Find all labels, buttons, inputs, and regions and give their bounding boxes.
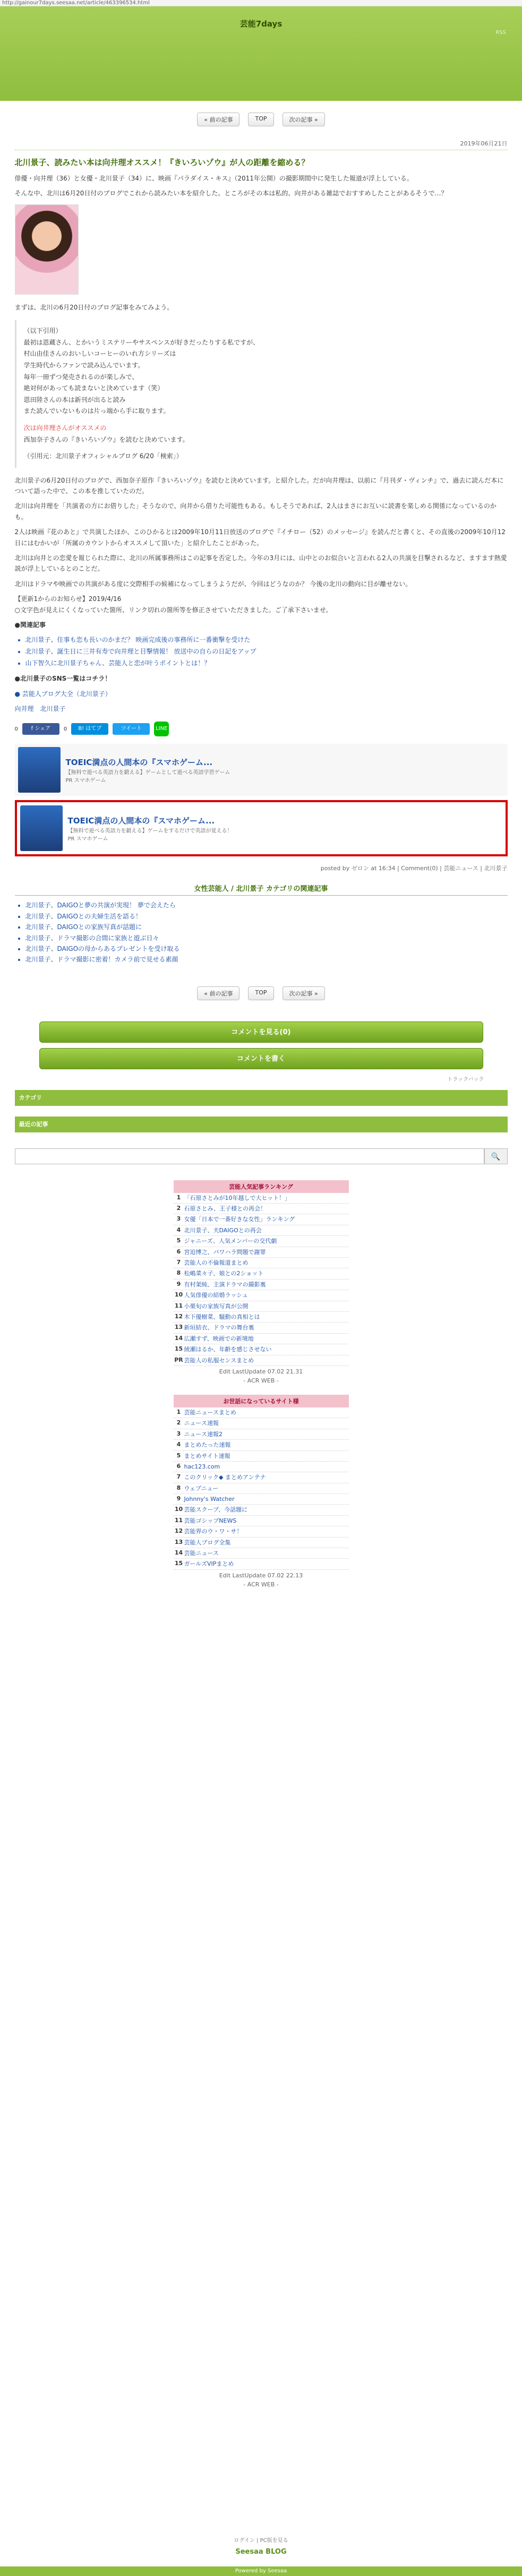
ranking-row[interactable]: 14 広瀬すず、映画での新境地	[174, 1334, 349, 1344]
ranking-row[interactable]: 15 綾瀬はるか、年齢を感じさせない	[174, 1344, 349, 1355]
article-lead: 俳優・向井理（36）と女優・北川景子（34）に、映画『パラダイス・キス』（2011年公開）の撮影期間中に発生した報道が浮上している。	[14, 175, 413, 182]
related-label: ●関連記事	[14, 621, 46, 629]
site-row[interactable]: 2 ニュース速報	[174, 1418, 349, 1429]
seesaa-logo[interactable]: Seesaa BLOG	[235, 2548, 287, 2556]
ranking-widget	[174, 1180, 349, 1384]
ranking-row[interactable]: 2 石原さとみ、王子様との再会！	[174, 1204, 349, 1214]
trackback-link[interactable]: トラックバック	[447, 1076, 484, 1083]
ranking-row[interactable]: 6 宮迫博之、パワハラ問題で謝罪	[174, 1247, 349, 1258]
site-row[interactable]: 6 hac123.com	[174, 1462, 349, 1472]
top-button[interactable]: TOP	[248, 113, 273, 126]
site-row[interactable]: 13 芸能人ブログ全集	[174, 1538, 349, 1548]
article-nav-top	[15, 113, 508, 126]
site-row[interactable]: 4 まとめたった速報	[174, 1440, 349, 1450]
ad-description: 【無料で遊べる英語力を鍛える】ゲームとして遊べる英語学習ゲーム	[65, 769, 230, 776]
main-content	[15, 113, 508, 1588]
ranking-link[interactable]: ● 芸能人ブログ大全（北川景子）	[14, 690, 112, 698]
site-row[interactable]: 7 このクリック◆ まとめアンテナ	[174, 1472, 349, 1483]
site-row[interactable]: 14 芸能ニュース	[174, 1548, 349, 1559]
powered-by: Powered by Seesaa	[0, 2566, 522, 2576]
hatena-count: 0	[63, 726, 67, 732]
hatena-bookmark-button[interactable]: B! はてブ	[71, 723, 108, 735]
article-paragraph: 北川景子の6月20日付のブログで、西加奈子原作『きいろいゾウ』を読むと決めています。と紹介した。だが向井理は、以前に『月刊ダ・ヴィンチ』で、過去に読んだ本について語った中で、この本を推していたのだ。	[14, 476, 504, 495]
site-row[interactable]: 9 Johnny's Watcher	[174, 1494, 349, 1505]
related-category-item[interactable]: • 北川景子、DAIGOの母からあるプレゼントを受け取る	[25, 943, 508, 954]
quote-source: （引用元：北川景子オフィシャルブログ 6/20「検索」）	[23, 452, 183, 460]
ad-banner-highlighted[interactable]	[15, 800, 508, 856]
update-title: 【更新1からのお知らせ】2019/4/16	[14, 595, 122, 603]
site-row[interactable]: 11 芸能ゴシップNEWS	[174, 1516, 349, 1526]
article-paragraph: 北川はドラマや映画での共演がある度に交際相手の候補になってしまうようだが、今回はどうなのか？ 今後の北川の動向に目が離せない。	[14, 580, 412, 588]
quote-line: 村山由佳さんのおいしいコーヒーのいれ方シリーズは	[23, 350, 176, 358]
search-icon[interactable]: 🔍	[484, 1148, 508, 1164]
sns-label: ●北川景子のSNS一覧はコチラ！	[14, 675, 112, 683]
view-comments-button[interactable]: コメントを見る(0)	[39, 1021, 483, 1043]
ad-banner[interactable]	[15, 744, 508, 796]
ranking-acr[interactable]: - ACR WEB -	[243, 1377, 279, 1384]
recent-articles-bar[interactable]: 最近の記事	[15, 1117, 508, 1132]
article-paragraph: 2人は映画『花のあと』で共演したほか、このひかるとは2009年10月11日放送のブログで『イチロー（52）のメッセージ』を読んだと書くと、その直後の2009年10月12日にはむかいが「所属のカウントからオススメして頂いた」と紹介したことがあった。	[14, 528, 506, 547]
related-category-item[interactable]: • 北川景子、DAIGOと夢の共演が実現！ 夢で会えたら	[25, 900, 508, 911]
ad-thumbnail	[18, 747, 61, 793]
related-category-item[interactable]: • 北川景子、ドラマ撮影の合間に家族と遊ぶ日々	[25, 933, 508, 943]
site-row[interactable]: 10 芸能スクープ、今話題に	[174, 1505, 349, 1515]
related-link[interactable]: • 北川景子、住事も恋も長いのかまだ？ 映画完成後の事務所に一番衝撃を受けた	[25, 634, 508, 646]
social-buttons	[15, 722, 508, 736]
article-paragraph: 北川は向井理を「共演者の方にお借りした」そうなので、向井から借りた可能性もある。もしそうであれば、2人はまさにお互いに読書を楽しめる関係になっているのかも。	[14, 502, 497, 521]
related-category-item[interactable]: • 北川景子、ドラマ撮影に密着！カメラ前で見せる素顔	[25, 954, 508, 965]
category-bar[interactable]: カテゴリ	[15, 1090, 508, 1106]
rss-link[interactable]: RSS	[495, 30, 506, 36]
quote-highlight: 西加奈子さんの『きいろいゾウ』を読むと決めています。	[23, 435, 189, 443]
ranking-row[interactable]: 3 女優「日本で一番好きな女性」ランキング	[174, 1214, 349, 1225]
related-link[interactable]: • 北川景子、誕生日に三井有寿で向井理と目撃情報！ 放送中の自らの日記をアップ	[25, 646, 508, 658]
ranking-row[interactable]: 7 芸能人の不倫報道まとめ	[174, 1258, 349, 1268]
site-row[interactable]: 12 芸能界のウ・ワ・サ！	[174, 1526, 349, 1537]
ranking-footer: Edit LastUpdate 07.02 21.31	[219, 1368, 303, 1375]
ranking-row[interactable]: 13 新垣結衣、ドラマの舞台裏	[174, 1323, 349, 1333]
blog-quote	[15, 320, 508, 468]
page-url: http://gainour7days.seesaa.net/article/463396534.html	[2, 0, 150, 6]
site-row[interactable]: 15 ガールズVIPまとめ	[174, 1559, 349, 1569]
write-comment-button[interactable]: コメントを書く	[39, 1048, 483, 1069]
sites-widget	[174, 1395, 349, 1588]
related-link[interactable]: • 山下智久に北川景子ちゃん、芸能人と恋が叶うポイントとは！？	[25, 658, 508, 669]
twitter-tweet-button[interactable]: ツイート	[113, 723, 150, 735]
related-category-item[interactable]: • 北川景子、DAIGOとの家族写真が話題に	[25, 922, 508, 932]
prev-article-button[interactable]: « 前の記事	[197, 986, 239, 1000]
quote-line: 絶対何があっても読まないと決めています（笑）	[23, 384, 164, 392]
sites-acr[interactable]: - ACR WEB -	[243, 1581, 279, 1588]
ad-source: PR スマホゲーム	[65, 777, 106, 784]
next-article-button[interactable]: 次の記事 »	[283, 986, 325, 1000]
line-share-button[interactable]: LINE	[154, 722, 169, 736]
article-date: 2019年06月21日	[15, 137, 508, 150]
site-header	[0, 6, 522, 101]
login-link[interactable]: ログイン | PC版を見る	[234, 2538, 288, 2544]
article-title: 北川景子、読みたい本は向井理オススメ！『きいろいゾウ』が人の距離を縮める？	[14, 158, 310, 167]
site-row[interactable]: 3 ニュース速報2	[174, 1429, 349, 1440]
quote-line: 毎年一冊ずつ発売されるのが楽しみで、	[23, 373, 139, 381]
quote-line: 学生時代からファンで読み込んでいます。	[23, 361, 144, 369]
ranking-row[interactable]: 9 有村架純、主演ドラマの撮影裏	[174, 1280, 349, 1290]
quote-line: 恩田陸さんの本は新刊が出ると読み	[23, 396, 126, 403]
browser-url-bar	[0, 0, 522, 6]
site-row[interactable]: 8 ウェブニュー	[174, 1483, 349, 1494]
related-category-item[interactable]: • 北川景子、DAIGOとの夫婦生活を語る！	[25, 911, 508, 922]
article-paragraph: 北川は向井との恋愛を報じられた際に、北川の所属事務所はこの記事を否定した。今年の3月には、山中とのお似合いと言われる2人の共演を目撃されるなど、ますます熱愛説が浮上しているとのことだ。	[14, 554, 507, 573]
ad-description: 【無料で遊べる英語力を鍛える】ゲームをするだけで英語が覚える！	[67, 828, 233, 834]
site-row[interactable]: 5 まとめサイト速報	[174, 1451, 349, 1462]
update-note	[15, 594, 508, 615]
ranking-row[interactable]: 5 ジャニーズ、人気メンバーの交代劇	[174, 1236, 349, 1247]
ranking-row[interactable]: 12 木下優樹菜、騒動の真相とは	[174, 1312, 349, 1323]
ad-title[interactable]: TOEIC満点の人間本の『スマホゲーム...	[65, 757, 213, 767]
article-photo	[15, 204, 79, 295]
article-nav-bottom	[15, 986, 508, 1000]
ranking-title: 芸能人気記事ランキング	[174, 1180, 349, 1193]
quote-line: （以下引用）	[23, 327, 62, 335]
related-category-list	[25, 900, 508, 965]
update-text: ○文字色が見えにくくなっていた箇所、リンク切れの箇所等を修正させていただきました。ご了承下さいませ。	[14, 606, 332, 614]
ad-source: PR スマホゲーム	[67, 836, 108, 842]
quote-highlight: 次は向井理さんがオススメの	[23, 424, 107, 432]
ad-thumbnail	[20, 805, 63, 851]
ranking-row[interactable]: 10 人気俳優の結婚ラッシュ	[174, 1290, 349, 1301]
facebook-count: 0	[14, 726, 18, 732]
article-paragraph: まずは、北川の6月20日付のブログ記事をみてみよう。	[14, 303, 174, 311]
ranking-row[interactable]: 4 北川景子、夫DAIGOとの再会	[174, 1225, 349, 1236]
ranking-row[interactable]: 1 「石原さとみが10年越しで大ヒット！」	[174, 1193, 349, 1204]
search-form	[15, 1148, 508, 1164]
related-links	[25, 634, 508, 669]
related-category-title: 女性芸能人 / 北川景子 カテゴリの関連記事	[15, 883, 508, 896]
top-button[interactable]: TOP	[248, 986, 273, 1000]
prev-article-button[interactable]: « 前の記事	[197, 113, 239, 126]
ad-title[interactable]: TOEIC満点の人間本の『スマホゲーム...	[67, 815, 215, 826]
sites-title: お世話になっているサイト様	[174, 1395, 349, 1407]
ranking-row[interactable]: 11 小栗旬の家族写真が公開	[174, 1301, 349, 1312]
sites-footer: Edit LastUpdate 07.02 22.13	[219, 1572, 303, 1579]
next-article-button[interactable]: 次の記事 »	[283, 113, 325, 126]
article-tags[interactable]: 向井理 北川景子	[14, 705, 66, 712]
site-title[interactable]: 芸能7days	[239, 19, 283, 29]
ranking-row[interactable]: 8 松嶋菜々子、娘との2ショット	[174, 1268, 349, 1279]
facebook-share-button[interactable]: f シェア	[22, 723, 59, 735]
quote-line: 最初は恩蔵さん、とかいうミステリーやサスペンスが好きだったりする私ですが、	[23, 338, 260, 346]
ranking-row[interactable]: PR 芸能人の私服センスまとめ	[174, 1355, 349, 1366]
search-input[interactable]	[15, 1148, 484, 1164]
site-footer	[0, 2532, 522, 2576]
article-paragraph: そんな中、北川は6月20日付のブログでこれから読みたい本を紹介した。ところがその本は私的、向井がある雑誌でおすすめしたことがあるそうで…？	[14, 190, 448, 198]
site-row[interactable]: 1 芸能ニュースまとめ	[174, 1407, 349, 1418]
posted-info: posted by ゼロン at 16:34 | Comment(0) | 芸能ニュース | 北川景子	[320, 865, 508, 872]
quote-line: また読んでいないものは片っ端から手に取ります。	[23, 407, 170, 415]
